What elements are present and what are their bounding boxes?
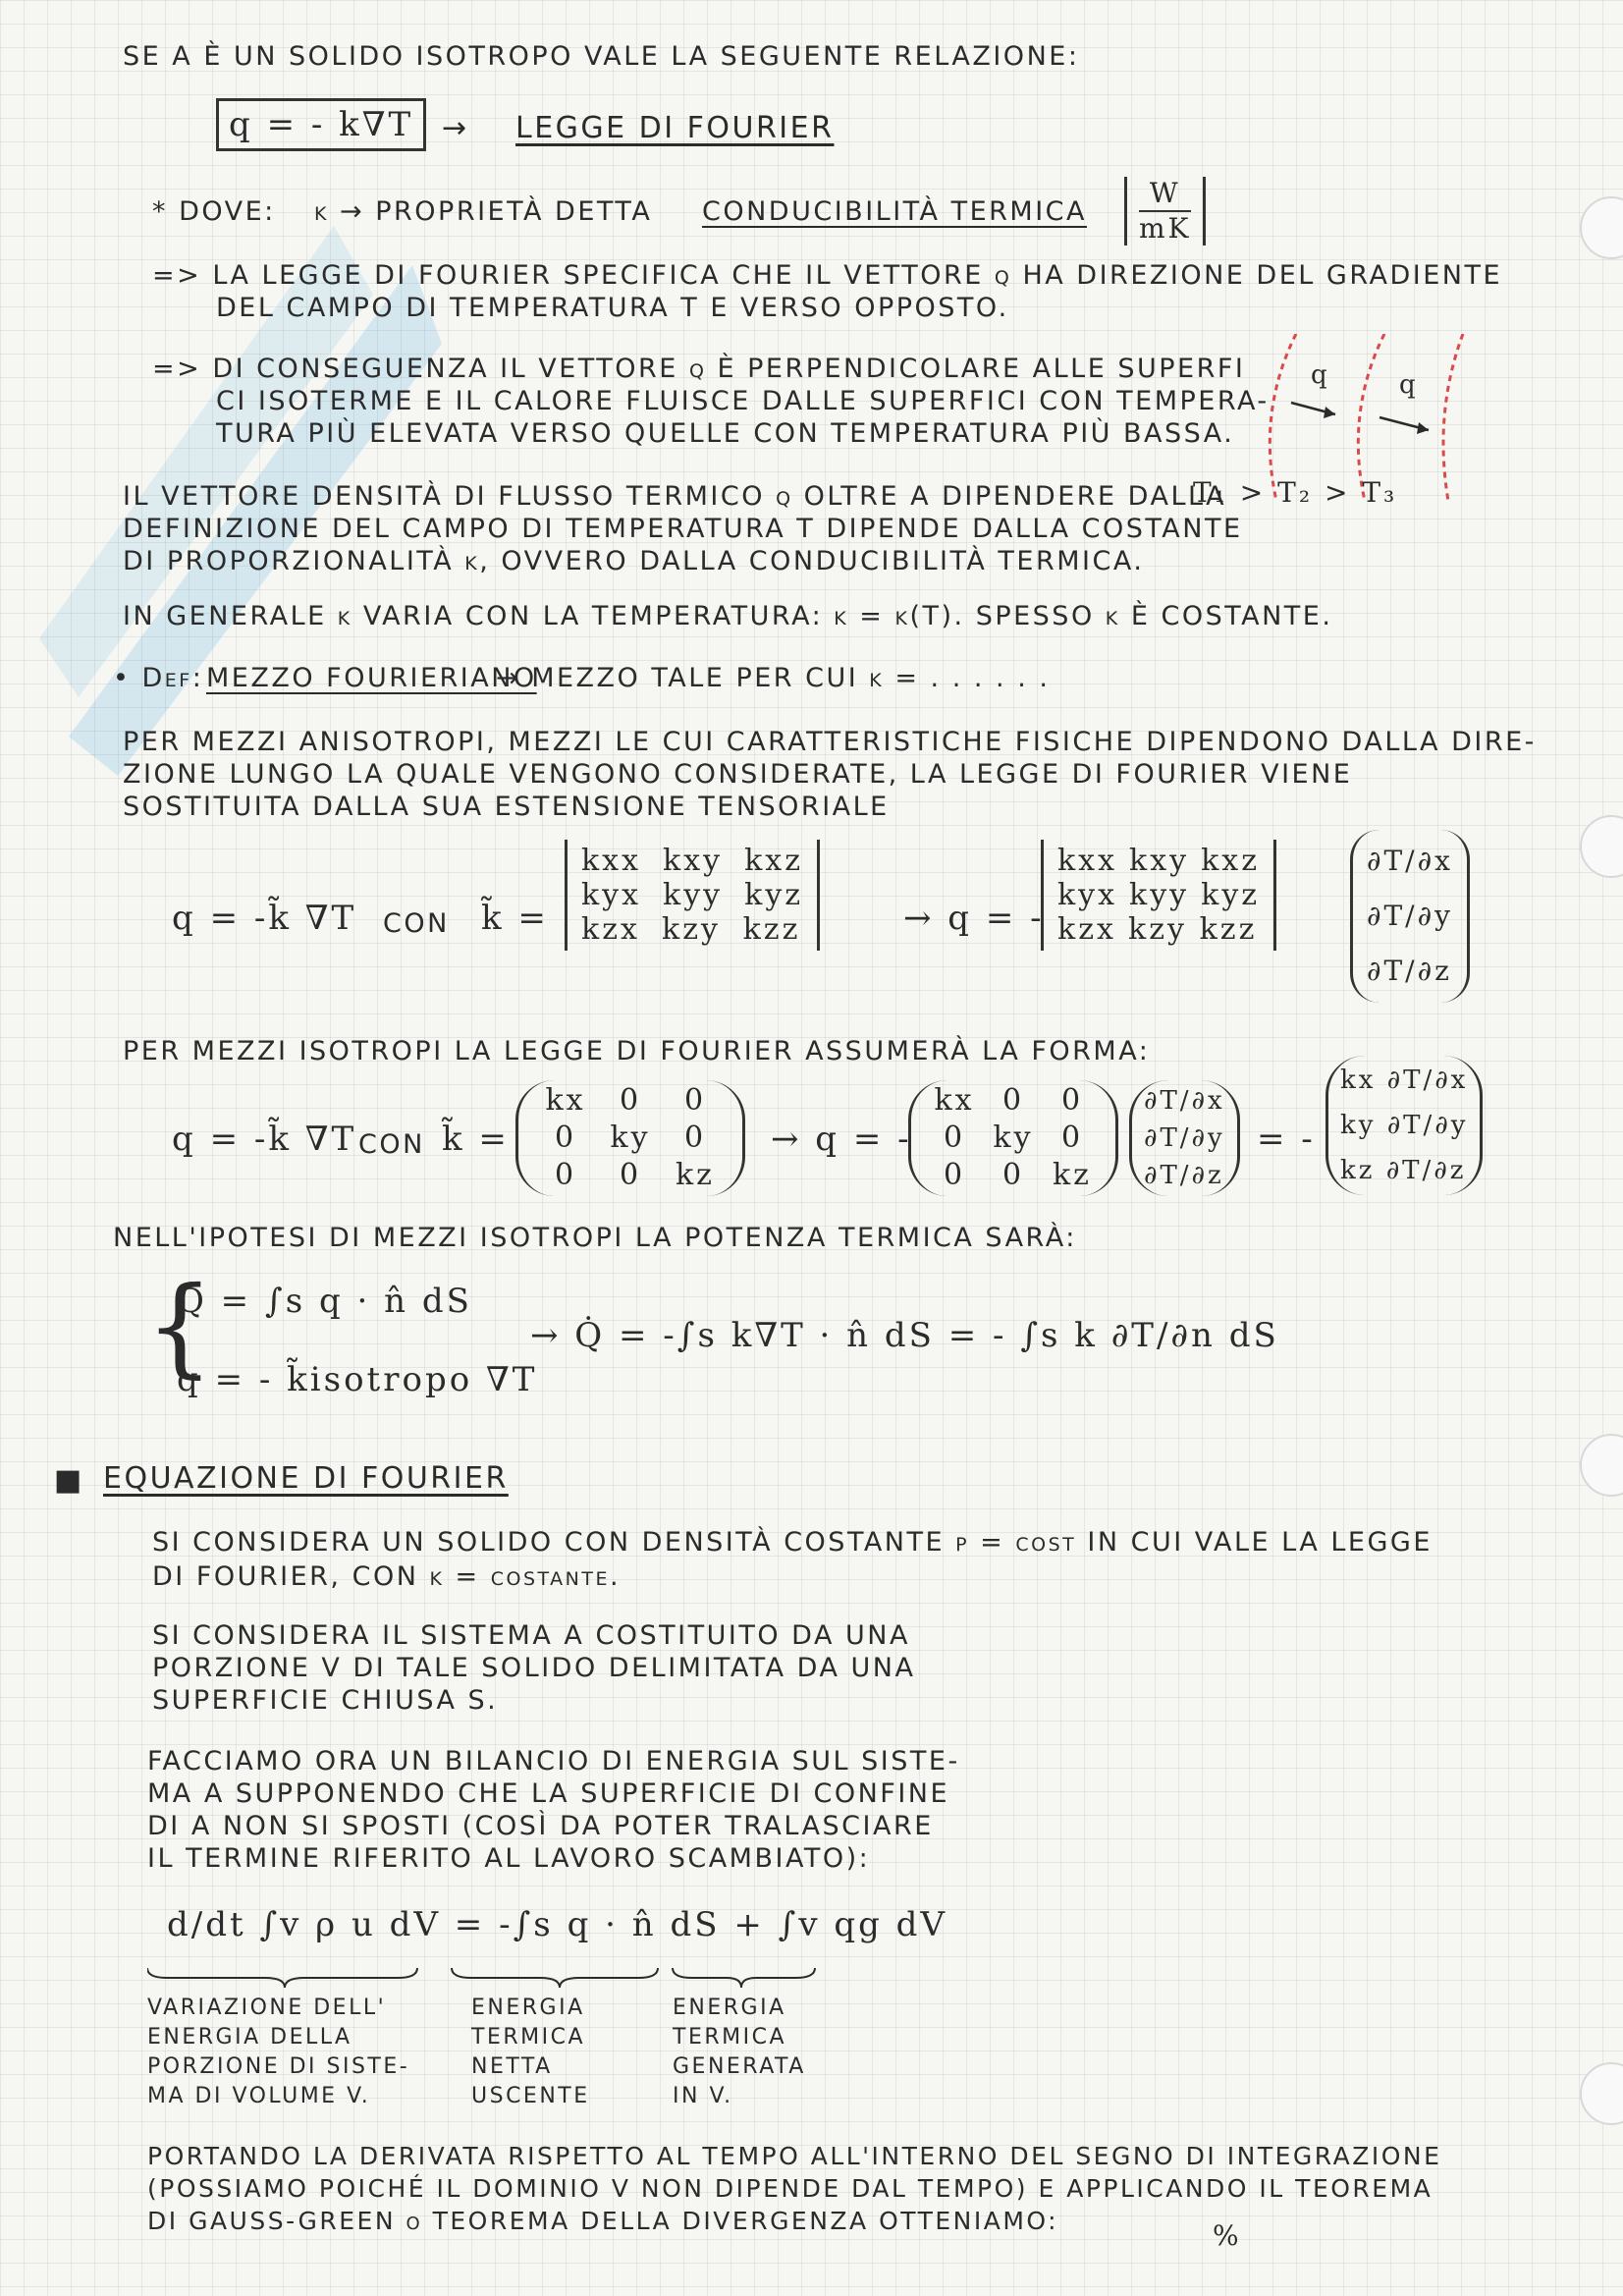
list-line: ∂T/∂y <box>1144 1123 1225 1153</box>
aniso-lhs: q = -k̃ ∇T <box>172 899 357 938</box>
matrix-cell: 0 <box>554 1121 577 1155</box>
matrix-cell: kzx <box>581 912 640 947</box>
def-prefix: • Def: <box>113 663 204 693</box>
matrix-cell: kzz <box>742 912 801 947</box>
matrix-cell: 0 <box>619 1083 642 1118</box>
system-result: → Q̇ = -∫s k∇T · n̂ dS = - ∫s k ∂T/∂n dS <box>530 1316 1279 1355</box>
matrix-cell: 0 <box>943 1121 966 1155</box>
unit-denominator: mK <box>1139 212 1192 245</box>
k-tilde-eq-2: k̃ = <box>442 1120 510 1159</box>
flux-para-b: DEFINIZIONE DEL CAMPO DI TEMPERATURA T DIPENDE DALLA COSTANTE <box>123 514 1243 544</box>
aniso-para-a: PER MEZZI ANISOTROPI, MEZZI LE CUI CARATTERISTICHE FISICHE DIPENDONO DALLA DIRE- <box>123 727 1537 757</box>
gradient-vector-2 <box>1129 1080 1240 1196</box>
list-line: kz ∂T/∂z <box>1340 1156 1467 1185</box>
matrix-cell: kxz <box>744 844 804 878</box>
list-line: MA DI VOLUME V. <box>147 2084 371 2108</box>
def-rest: → MEZZO TALE PER CUI k = . . . . . . <box>496 663 1051 693</box>
matrix-cell: 0 <box>1060 1121 1084 1155</box>
matrix-cell: kzz <box>1199 912 1258 947</box>
matrix-cell: kz <box>676 1158 715 1192</box>
matrix-row <box>581 912 803 947</box>
matrix-row <box>536 1157 725 1194</box>
unit-fraction <box>1124 177 1206 246</box>
matrix-cell: kyx <box>581 878 642 912</box>
list-line: GENERATA <box>673 2054 806 2079</box>
iso-intro: PER MEZZI ISOTROPI LA LEGGE DI FOURIER ASSUMERÀ LA FORMA: <box>123 1036 1151 1066</box>
iso-result-vector <box>1325 1056 1483 1195</box>
temperature-order-label: T₁ > T₂ > T₃ <box>1193 476 1398 509</box>
term-variation <box>147 1994 409 2111</box>
list-line: ENERGIA <box>471 1995 585 2020</box>
matrix-cell: 0 <box>683 1121 707 1155</box>
matrix-cell: kxx <box>581 844 642 878</box>
matrix-cell: kyz <box>1201 878 1261 912</box>
fourier-law-label: LEGGE DI FOURIER <box>515 111 835 145</box>
matrix-cell: 0 <box>554 1158 577 1192</box>
matrix-cell: kyx <box>1057 878 1118 912</box>
iso-lhs: q = -k̃ ∇T <box>172 1120 357 1159</box>
k-variation-para: IN GENERALE k VARIA CON LA TEMPERATURA: k = k(T). SPESSO k È COSTANTE. <box>123 601 1333 631</box>
matrix-row <box>1057 878 1260 912</box>
matrix-cell: kx <box>934 1083 975 1118</box>
binder-hole-low <box>1580 1434 1623 1497</box>
matrix-row <box>925 1082 1102 1120</box>
list-line: ENERGIA DELLA <box>147 2025 352 2050</box>
matrix-cell: kxy <box>663 844 724 878</box>
matrix-cell: kxy <box>1129 844 1190 878</box>
list-line: VARIAZIONE DELL' <box>147 1995 387 2020</box>
intro-line: SE A È UN SOLIDO ISOTROPO VALE LA SEGUENTE RELAZIONE: <box>123 41 1080 72</box>
dove-prefix: * DOVE: <box>152 196 276 227</box>
underbrace-group <box>147 1964 835 1988</box>
list-line: ENERGIA <box>673 1995 786 2020</box>
list-line: ∂T/∂y <box>1367 900 1453 932</box>
consequence-line-2c: TURA PIÙ ELEVATA VERSO QUELLE CON TEMPERATURA PIÙ BASSA. <box>216 418 1235 449</box>
balance-para-d: IL TERMINE RIFERITO AL LAVORO SCAMBIATO): <box>147 1843 871 1874</box>
matrix-cell: kzx <box>1057 912 1116 947</box>
matrix-cell: 0 <box>1001 1158 1025 1192</box>
list-line: USCENTE <box>471 2084 590 2108</box>
aniso-matrix <box>565 840 820 951</box>
arrow-q: → q = - <box>903 899 1045 938</box>
list-line: IN V. <box>673 2084 733 2108</box>
svg-text:q: q <box>1311 360 1327 390</box>
system-brace: { <box>145 1263 217 1389</box>
matrix-cell: kz <box>1053 1158 1092 1192</box>
matrix-row <box>536 1120 725 1157</box>
aniso-matrix-repeat <box>1041 840 1276 951</box>
binder-hole-mid <box>1580 815 1623 878</box>
solid-para-a: SI CONSIDERA UN SOLIDO CON DENSITÀ COSTANTE ρ = cost IN CUI VALE LA LEGGE <box>152 1527 1433 1558</box>
system-eq-2: q = - k̃isotropo ∇T <box>177 1360 538 1399</box>
isotherm-3 <box>1443 334 1463 501</box>
system-para-c: SUPERFICIE CHIUSA S. <box>152 1685 499 1716</box>
final-para-c: DI GAUSS-GREEN o TEOREMA DELLA DIVERGENZA OTTENIAMO: <box>147 2207 1059 2235</box>
matrix-cell: kxx <box>1057 844 1118 878</box>
matrix-cell: 0 <box>1060 1083 1084 1118</box>
matrix-row <box>581 844 803 878</box>
dove-k: k → PROPRIETÀ DETTA <box>314 196 653 227</box>
flux-para-a: IL VETTORE DENSITÀ DI FLUSSO TERMICO q OLTRE A DIPENDERE DALLA <box>123 481 1227 512</box>
conductivity-label: CONDUCIBILITÀ TERMICA <box>702 196 1088 227</box>
aniso-para-c: SOSTITUITA DALLA SUA ESTENSIONE TENSORIALE <box>123 792 890 822</box>
system-para-a: SI CONSIDERA IL SISTEMA A COSTITUITO DA UNA <box>152 1620 910 1651</box>
matrix-row <box>1057 912 1260 947</box>
binder-hole-bottom <box>1580 2062 1623 2125</box>
page-continue-mark: % <box>1213 2219 1242 2252</box>
list-line: kx ∂T/∂x <box>1340 1066 1469 1095</box>
balance-para-c: DI A NON SI SPOSTI (COSÌ DA POTER TRALASCIARE <box>147 1811 934 1841</box>
matrix-cell: 0 <box>619 1158 642 1192</box>
matrix-cell: ky <box>610 1121 651 1155</box>
k-tilde-eq: k̃ = <box>481 899 549 938</box>
matrix-cell: kzy <box>1128 912 1187 947</box>
con-word-2: CON <box>358 1129 425 1160</box>
def-term: MEZZO FOURIERIANO <box>206 663 537 693</box>
system-eq-1: Q̇ = ∫s q · n̂ dS <box>177 1282 472 1321</box>
matrix-cell: kyy <box>1129 878 1190 912</box>
svg-text:q: q <box>1399 370 1416 400</box>
section-bullet: ■ <box>54 1463 84 1498</box>
list-line: ∂T/∂z <box>1367 955 1452 987</box>
gradient-vector <box>1350 830 1470 1003</box>
list-line: NETTA <box>471 2054 553 2079</box>
arrow-icon: → <box>442 111 469 145</box>
energy-balance-eq: d/dt ∫v ρ u dV = -∫s q · n̂ dS + ∫v qg dV <box>167 1905 948 1944</box>
matrix-row <box>536 1082 725 1120</box>
term-generated <box>673 1994 806 2111</box>
matrix-cell: 0 <box>943 1158 966 1192</box>
matrix-row <box>925 1120 1102 1157</box>
term-outflow <box>471 1994 590 2111</box>
list-line: ∂T/∂x <box>1367 845 1453 877</box>
solid-para-b: DI FOURIER, CON k = costante. <box>152 1561 622 1592</box>
matrix-cell: kxz <box>1201 844 1261 878</box>
fourier-law-box: q = - k∇T <box>216 98 426 151</box>
iso-matrix <box>515 1080 745 1196</box>
consequence-line-1a: => LA LEGGE DI FOURIER SPECIFICA CHE IL VETTORE q HA DIREZIONE DEL GRADIENTE <box>152 260 1503 291</box>
iso-matrix-repeat <box>908 1080 1118 1196</box>
aniso-para-b: ZIONE LUNGO LA QUALE VENGONO CONSIDERATE, LA LEGGE DI FOURIER VIENE <box>123 759 1353 790</box>
list-line: TERMICA <box>471 2025 586 2050</box>
matrix-cell: kyy <box>663 878 724 912</box>
con-word: CON <box>383 908 450 939</box>
iso-hypothesis: NELL'IPOTESI DI MEZZI ISOTROPI LA POTENZA TERMICA SARÀ: <box>113 1223 1077 1253</box>
consequence-line-2a: => DI CONSEGUENZA IL VETTORE q È PERPENDICOLARE ALLE SUPERFI <box>152 354 1246 384</box>
consequence-line-1b: DEL CAMPO DI TEMPERATURA T E VERSO OPPOSTO. <box>216 293 1009 323</box>
balance-para-a: FACCIAMO ORA UN BILANCIO DI ENERGIA SUL SISTE- <box>147 1746 960 1777</box>
consequence-line-2b: CI ISOTERME E IL CALORE FLUISCE DALLE SUPERFICI CON TEMPERA- <box>216 386 1270 416</box>
matrix-cell: kx <box>545 1083 586 1118</box>
matrix-cell: 0 <box>1001 1083 1025 1118</box>
equals-minus: = - <box>1257 1120 1316 1159</box>
arrow-q-2: → q = - <box>771 1120 912 1159</box>
flux-para-c: DI PROPORZIONALITÀ k, OVVERO DALLA CONDUCIBILITÀ TERMICA. <box>123 546 1145 576</box>
matrix-cell: ky <box>993 1121 1034 1155</box>
matrix-row <box>1057 844 1260 878</box>
section-title: EQUAZIONE DI FOURIER <box>103 1461 509 1496</box>
list-line: PORZIONE DI SISTE- <box>147 2054 410 2079</box>
matrix-cell: kzy <box>662 912 721 947</box>
list-line: TERMICA <box>673 2025 787 2050</box>
list-line: ∂T/∂x <box>1144 1086 1225 1116</box>
matrix-row <box>581 878 803 912</box>
matrix-row <box>925 1157 1102 1194</box>
balance-para-b: MA A SUPPONENDO CHE LA SUPERFICIE DI CONFINE <box>147 1778 950 1809</box>
matrix-cell: 0 <box>683 1083 707 1118</box>
matrix-cell: kyz <box>744 878 804 912</box>
unit-numerator: W <box>1139 177 1191 212</box>
list-line: ∂T/∂z <box>1144 1161 1224 1190</box>
system-para-b: PORZIONE V DI TALE SOLIDO DELIMITATA DA UNA <box>152 1653 916 1683</box>
list-line: ky ∂T/∂y <box>1340 1111 1469 1140</box>
binder-hole-top <box>1580 196 1623 259</box>
final-para-b: (POSSIAMO POICHÉ IL DOMINIO V NON DIPENDE DAL TEMPO) E APPLICANDO IL TEOREMA <box>147 2174 1434 2203</box>
final-para-a: PORTANDO LA DERIVATA RISPETTO AL TEMPO ALL'INTERNO DEL SEGNO DI INTEGRAZIONE <box>147 2142 1442 2170</box>
